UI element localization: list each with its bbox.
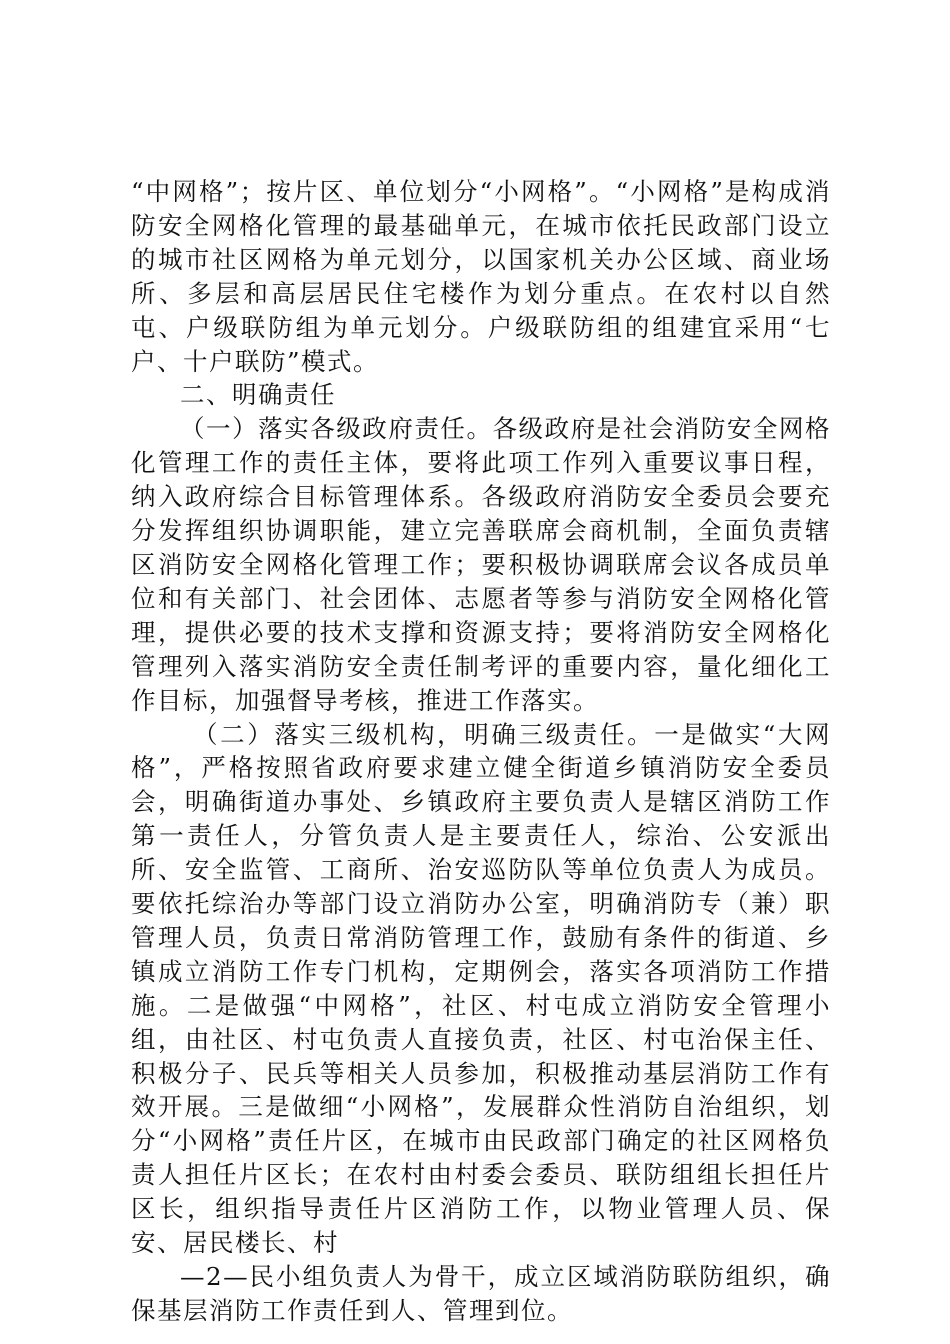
paragraph-government-responsibility: （一）落实各级政府责任。各级政府是社会消防安全网格化管理工作的责任主体，要将此项工作列入重要议事日程，纳入政府综合目标管理体系。各级政府消防安全委员会要充分发挥组织协调职能，建立完善联席会商机制，全面负责辖区消防安全网格化管理工作；要积极协调联席会议各成员单位和有关部门、社会团体、志愿者等参与消防安全网格化管理，提供必要的技术支撑和资源支持；要将消防安全网格化管理列入落实消防安全责任制考评的重要内容，量化细化工作目标，加强督导考核，推进工作落实。 bbox=[131, 414, 831, 715]
paragraph-page-continuation: —2—民小组负责人为骨干，成立区域消防联防组织，确保基层消防工作责任到人、管理到位。 bbox=[131, 1262, 831, 1325]
document-body bbox=[131, 175, 831, 1328]
section-heading-responsibility: 二、明确责任 bbox=[180, 380, 336, 410]
paragraph-three-level-institutions: （二）落实三级机构，明确三级责任。一是做实“大网格”，严格按照省政府要求建立健全街道乡镇消防安全委员会，明确街道办事处、乡镇政府主要负责人是辖区消防工作第一责任人，分管负责人是主要责任人，综治、公安派出所、安全监管、工商所、治安巡防队等单位负责人为成员。要依托综治办等部门设立消防办公室，明确消防专（兼）职管理人员，负责日常消防管理工作，鼓励有条件的街道、乡镇成立消防工作专门机构，定期例会，落实各项消防工作措施。二是做强“中网格”，社区、村屯成立消防安全管理小组，由社区、村屯负责人直接负责，社区、村屯治保主任、积极分子、民兵等相关人员参加，积极推动基层消防工作有效开展。三是做细“小网格”，发展群众性消防自治组织，划分“小网格”责任片区，在城市由民政部门确定的社区网格负责人担任片区长；在农村由村委会委员、联防组组长担任片区长，组织指导责任片区消防工作，以物业管理人员、保安、居民楼长、村 bbox=[131, 719, 831, 1258]
paragraph-grid-division: “中网格”；按片区、单位划分“小网格”。“小网格”是构成消防安全网格化管理的最基础单元，在城市依托民政部门设立的城市社区网格为单元划分，以国家机关办公区域、商业场所、多层和高层居民住宅楼作为划分重点。在农村以自然屯、户级联防组为单元划分。户级联防组的组建宜采用“七户、十户联防”模式。 bbox=[131, 177, 831, 376]
